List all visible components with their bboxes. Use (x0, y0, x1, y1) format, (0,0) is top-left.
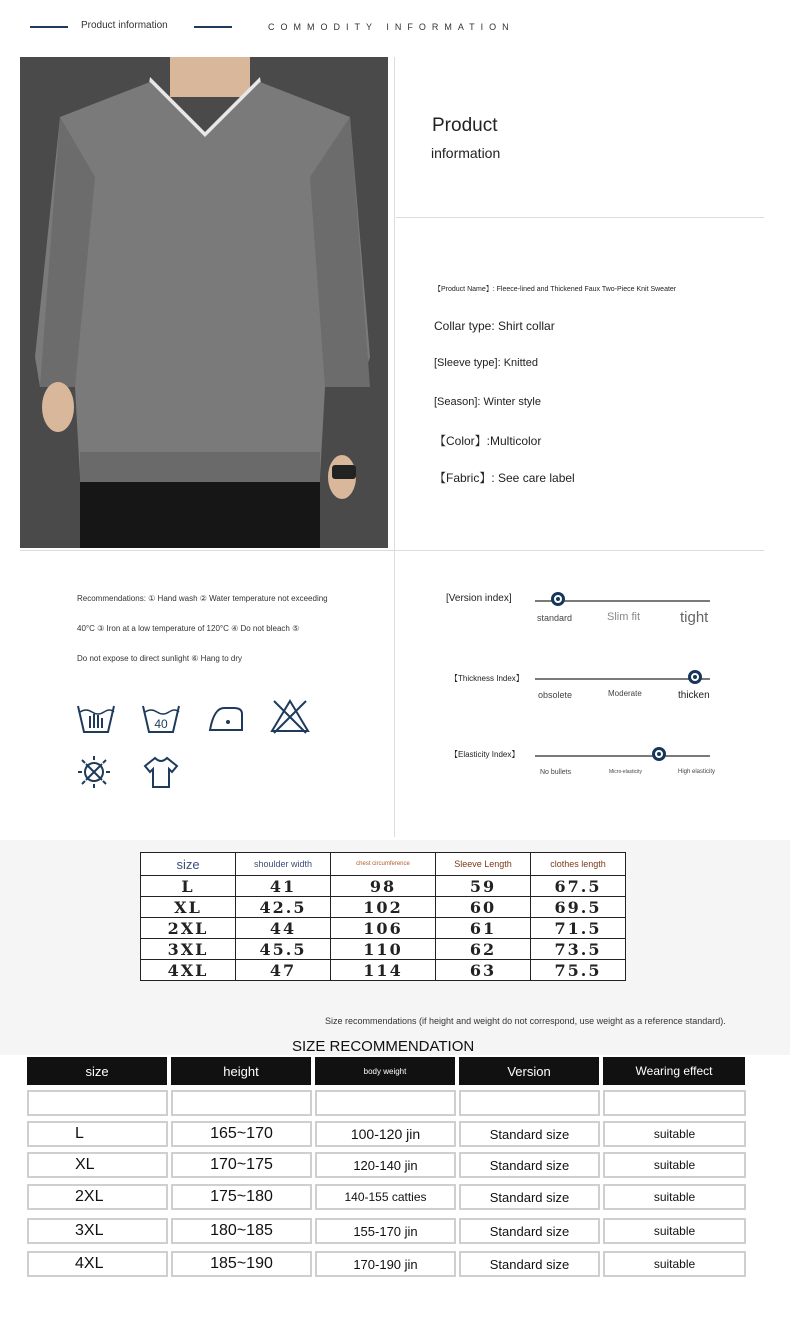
elasticity-index-track (535, 755, 710, 757)
rec-version: Standard size (459, 1218, 600, 1244)
elasticity-option-1: No bullets (540, 769, 572, 776)
wash-temp-label: 40 (154, 717, 168, 731)
rec-header-effect: Wearing effect (603, 1057, 745, 1085)
size-cell: 69.5 (531, 897, 626, 918)
version-index-label: [Version index] (446, 593, 512, 604)
product-title: Product (432, 115, 498, 136)
version-option-3: tight (680, 609, 709, 626)
size-table-row (141, 918, 626, 939)
size-table (140, 852, 626, 981)
size-table-row (141, 897, 626, 918)
sweater-illustration (20, 57, 388, 548)
care-line-1: Recommendations: ① Hand wash ② Water temperature not exceeding (77, 594, 328, 603)
rec-effect: suitable (603, 1218, 746, 1244)
hang-dry-icon (141, 754, 181, 790)
rec-weight: 140-155 catties (315, 1184, 456, 1210)
version-index-marker (551, 592, 565, 606)
rec-effect: suitable (603, 1184, 746, 1210)
rec-header-version: Version (459, 1057, 599, 1085)
version-option-2: Slim fit (607, 611, 640, 623)
product-photo (20, 57, 388, 548)
hand-wash-icon (76, 700, 116, 736)
size-header-size: size (141, 853, 236, 876)
rec-empty-cell (603, 1090, 746, 1116)
size-cell: 63 (436, 960, 531, 981)
thickness-index-label: 【Thickness Index】 (450, 674, 524, 683)
size-cell: 71.5 (531, 918, 626, 939)
size-cell: 67.5 (531, 876, 626, 897)
size-cell: 114 (331, 960, 436, 981)
spec-collar-type: Collar type: Shirt collar (434, 319, 555, 333)
size-cell: 61 (436, 918, 531, 939)
rec-header-weight: body weight (315, 1057, 455, 1085)
size-note: Size recommendations (if height and weight do not correspond, use weight as a reference standard). (325, 1016, 726, 1026)
rec-height: 170~175 (171, 1152, 312, 1178)
size-table-header-row (141, 853, 626, 876)
size-cell: 45.5 (236, 939, 331, 960)
size-cell: 3XL (141, 939, 236, 960)
elasticity-option-2: Micro-elasticity (609, 769, 643, 775)
care-line-2: 40°C ③ Iron at a low temperature of 120°C ④ Do not bleach ⑤ (77, 624, 300, 633)
no-sun-icon (74, 754, 114, 790)
thickness-option-3: thicken (678, 690, 710, 701)
rec-effect: suitable (603, 1251, 746, 1277)
rec-height: 175~180 (171, 1184, 312, 1210)
thickness-option-1: obsolete (538, 690, 573, 700)
rec-weight: 100-120 jin (315, 1121, 456, 1147)
rec-weight: 120-140 jin (315, 1152, 456, 1178)
size-cell: 42.5 (236, 897, 331, 918)
rec-version: Standard size (459, 1184, 600, 1210)
divider-product-title (396, 217, 764, 218)
spec-product-name: 【Product Name】: Fleece-lined and Thickened Faux Two-Piece Knit Sweater (434, 286, 677, 293)
rec-version: Standard size (459, 1152, 600, 1178)
rec-size: XL (27, 1152, 168, 1178)
size-header-length: clothes length (531, 853, 626, 876)
size-cell: 4XL (141, 960, 236, 981)
rec-size: L (27, 1121, 168, 1147)
rec-effect: suitable (603, 1121, 746, 1147)
divider-middle (20, 550, 764, 551)
thickness-option-2: Moderate (608, 689, 642, 698)
rec-header-size: size (27, 1057, 167, 1085)
size-cell: 110 (331, 939, 436, 960)
rec-weight: 155-170 jin (315, 1218, 456, 1244)
size-cell: XL (141, 897, 236, 918)
no-bleach-icon (270, 698, 310, 734)
rec-size: 2XL (27, 1184, 168, 1210)
care-line-3: Do not expose to direct sunlight ⑥ Hang to dry (77, 654, 243, 663)
size-header-sleeve: Sleeve Length (436, 853, 531, 876)
elasticity-index-label: 【Elasticity Index】 (450, 750, 520, 759)
size-cell: 59 (436, 876, 531, 897)
rec-effect: suitable (603, 1152, 746, 1178)
rec-empty-cell (459, 1090, 600, 1116)
size-header-chest: chest circumference (331, 853, 436, 876)
header-left-title: Product information (81, 20, 168, 31)
header-line-left (30, 26, 68, 28)
rec-size: 4XL (27, 1251, 168, 1277)
rec-height: 165~170 (171, 1121, 312, 1147)
rec-height: 180~185 (171, 1218, 312, 1244)
size-cell: L (141, 876, 236, 897)
size-cell: 44 (236, 918, 331, 939)
size-cell: 60 (436, 897, 531, 918)
size-table-row (141, 939, 626, 960)
spec-fabric: 【Fabric】: See care label (434, 471, 575, 485)
size-cell: 98 (331, 876, 436, 897)
rec-header-height: height (171, 1057, 311, 1085)
header-right-title: COMMODITY INFORMATION (268, 22, 515, 32)
size-cell: 2XL (141, 918, 236, 939)
recommendation-title: SIZE RECOMMENDATION (292, 1038, 475, 1055)
product-subtitle: information (431, 145, 501, 161)
size-cell: 102 (331, 897, 436, 918)
rec-version: Standard size (459, 1251, 600, 1277)
spec-color: 【Color】:Multicolor (434, 434, 542, 448)
header-line-mid (194, 26, 232, 28)
version-option-1: standard (537, 613, 573, 623)
size-cell: 47 (236, 960, 331, 981)
elasticity-index-marker (652, 747, 666, 761)
spec-sleeve-type: [Sleeve type]: Knitted (434, 357, 538, 369)
size-table-row (141, 960, 626, 981)
rec-empty-cell (315, 1090, 456, 1116)
rec-size: 3XL (27, 1218, 168, 1244)
thickness-index-track (535, 678, 710, 680)
size-cell: 62 (436, 939, 531, 960)
rec-version: Standard size (459, 1121, 600, 1147)
iron-icon (206, 700, 246, 736)
thickness-index-marker (688, 670, 702, 684)
size-cell: 75.5 (531, 960, 626, 981)
divider-vertical-top (394, 57, 395, 837)
elasticity-option-3: High elasticity (678, 769, 716, 775)
wash-40-icon (141, 700, 181, 736)
rec-weight: 170-190 jin (315, 1251, 456, 1277)
size-table-row (141, 876, 626, 897)
size-cell: 106 (331, 918, 436, 939)
rec-height: 185~190 (171, 1251, 312, 1277)
rec-empty-cell (171, 1090, 312, 1116)
spec-season: [Season]: Winter style (434, 396, 541, 408)
size-cell: 41 (236, 876, 331, 897)
size-header-shoulder: shoulder width (236, 853, 331, 876)
size-cell: 73.5 (531, 939, 626, 960)
rec-empty-cell (27, 1090, 168, 1116)
